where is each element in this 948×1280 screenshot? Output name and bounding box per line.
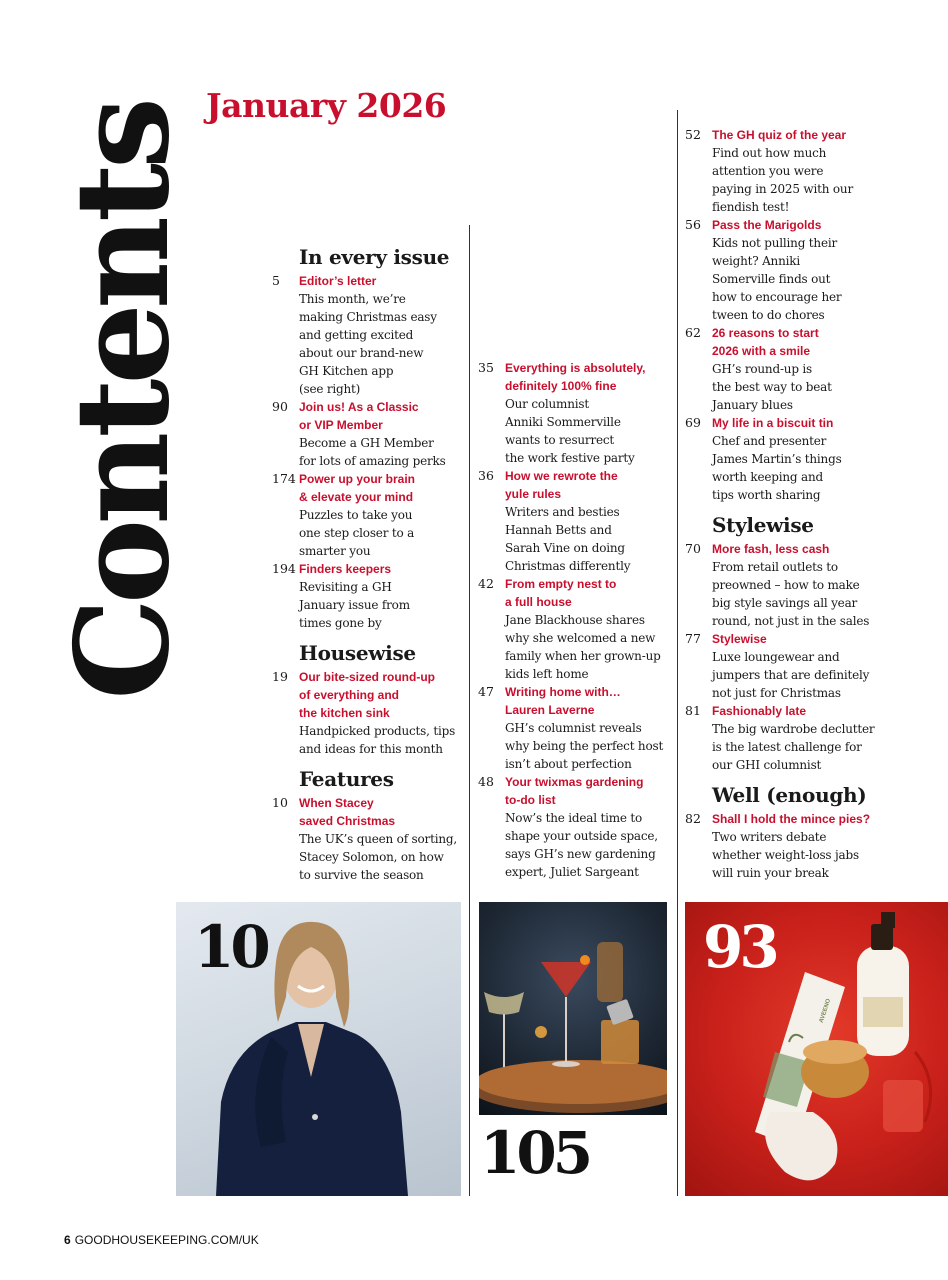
cover-star-photo[interactable] <box>176 902 461 1196</box>
entry-description: Jane Blackhouse shares why she welcomed a new family when her grown-up kids left home <box>505 613 661 681</box>
entry-title[interactable]: Stylewise <box>712 632 767 646</box>
section-heading: Features <box>299 767 394 791</box>
entry-description: Chef and presenter James Martin’s things worth keeping and tips worth sharing <box>712 434 842 502</box>
entry-title[interactable]: Finders keepers <box>299 562 392 576</box>
toc-entry[interactable] <box>272 794 462 884</box>
toc-entry[interactable] <box>478 359 674 467</box>
section-heading: In every issue <box>299 245 450 269</box>
entry-page-number: 77 <box>685 631 701 646</box>
entry-title[interactable]: Fashionably late <box>712 704 807 718</box>
toc-column-1 <box>272 242 462 884</box>
entry-description: Luxe loungewear and jumpers that are definitely not just for Christmas <box>712 650 870 700</box>
footer-site[interactable]: GOODHOUSEKEEPING.COM/UK <box>74 1233 259 1247</box>
entry-page-number: 5 <box>272 273 280 288</box>
issue-date: January 2026 <box>206 86 447 125</box>
entry-title[interactable]: 26 reasons to start 2026 with a smile <box>712 326 819 358</box>
toc-entry[interactable] <box>478 773 674 881</box>
toc-entry[interactable] <box>685 324 885 414</box>
entry-description: Handpicked products, tips and ideas for this month <box>299 724 456 756</box>
entry-page-number: 70 <box>685 541 701 556</box>
product-label: AVEENO <box>818 998 833 1024</box>
entry-description: GH’s columnist reveals why being the perfect host isn’t about perfection <box>505 721 664 771</box>
toc-entry[interactable] <box>685 540 885 630</box>
entry-page-number: 194 <box>272 561 296 576</box>
toc-entry[interactable] <box>478 683 674 773</box>
toc-entry[interactable] <box>685 702 885 774</box>
entry-page-number: 19 <box>272 669 288 684</box>
entry-title[interactable]: From empty nest to a full house <box>505 577 617 609</box>
entry-description: Puzzles to take you one step closer to a smarter you <box>299 508 415 558</box>
toc-column-3 <box>685 126 885 882</box>
entry-page-number: 52 <box>685 127 701 142</box>
entry-description: Two writers debate whether weight-loss jabs will ruin your break <box>712 830 859 880</box>
entry-page-number: 42 <box>478 576 494 591</box>
toc-entry[interactable] <box>478 467 674 575</box>
entry-description: GH’s round-up is the best way to beat January blues <box>712 362 832 412</box>
entry-description: Our columnist Anniki Sommerville wants to resurrect the work festive party <box>505 397 635 465</box>
column-divider <box>677 110 678 1196</box>
entry-title[interactable]: Your twixmas gardening to-do list <box>505 775 644 807</box>
entry-title[interactable]: How we rewrote the yule rules <box>505 469 618 501</box>
toc-entry[interactable] <box>685 414 885 504</box>
toc-entry[interactable] <box>272 668 462 758</box>
entry-title[interactable]: Pass the Marigolds <box>712 218 822 232</box>
toc-entry[interactable] <box>272 272 462 398</box>
entry-description: Writers and besties Hannah Betts and Sarah Vine on doing Christmas differently <box>505 505 631 573</box>
entry-title[interactable]: Writing home with… Lauren Laverne <box>505 685 621 717</box>
section-heading: Well (enough) <box>712 783 867 807</box>
entry-title[interactable]: The GH quiz of the year <box>712 128 847 142</box>
toc-entry[interactable] <box>685 216 885 324</box>
beauty-products-photo[interactable] <box>685 902 948 1196</box>
entry-description: From retail outlets to preowned – how to make big style savings all year round, not just in the sales <box>712 560 870 628</box>
column-divider <box>469 225 470 1196</box>
toc-entry[interactable] <box>272 470 462 560</box>
page-number-callout: 93 <box>703 913 776 981</box>
entry-description: This month, we’re making Christmas easy and getting excited about our brand-new GH Kitchen app (see right) <box>299 292 437 396</box>
toc-entry[interactable] <box>685 126 885 216</box>
contents-heading: Contents <box>48 102 198 700</box>
entry-page-number: 36 <box>478 468 494 483</box>
entry-page-number: 69 <box>685 415 701 430</box>
entry-description: The big wardrobe declutter is the latest challenge for our GHI columnist <box>712 722 875 772</box>
entry-title[interactable]: When Stacey saved Christmas <box>299 796 396 828</box>
entry-page-number: 10 <box>272 795 288 810</box>
cocktails-photo[interactable] <box>479 902 667 1115</box>
toc-entry[interactable] <box>478 575 674 683</box>
entry-page-number: 47 <box>478 684 494 699</box>
toc-entry[interactable] <box>685 630 885 702</box>
entry-title[interactable]: Shall I hold the mince pies? <box>712 812 871 826</box>
entry-page-number: 81 <box>685 703 701 718</box>
footer-page-number: 6 <box>64 1233 71 1247</box>
entry-description: Now’s the ideal time to shape your outside space, says GH’s new gardening expert, Juliet Sargeant <box>505 811 658 879</box>
section-heading: Housewise <box>299 641 416 665</box>
entry-title[interactable]: Our bite-sized round-up of everything and the kitchen sink <box>299 670 435 720</box>
entry-page-number: 62 <box>685 325 701 340</box>
entry-description: Become a GH Member for lots of amazing perks <box>299 436 446 468</box>
entry-description: Find out how much attention you were paying in 2025 with our fiendish test! <box>712 146 853 214</box>
page-footer <box>64 1233 259 1247</box>
page-number-callout: 105 <box>480 1119 590 1187</box>
entry-title[interactable]: Power up your brain & elevate your mind <box>299 472 416 504</box>
entry-title[interactable]: Everything is absolutely, definitely 100% fine <box>505 361 646 393</box>
entry-description: Revisiting a GH January issue from times gone by <box>299 580 410 630</box>
cocktail-illustration <box>479 902 667 1115</box>
entry-title[interactable]: More fash, less cash <box>712 542 830 556</box>
entry-page-number: 35 <box>478 360 494 375</box>
entry-title[interactable]: My life in a biscuit tin <box>712 416 834 430</box>
toc-entry[interactable] <box>272 560 462 632</box>
entry-page-number: 56 <box>685 217 701 232</box>
entry-page-number: 48 <box>478 774 494 789</box>
entry-page-number: 174 <box>272 471 296 486</box>
toc-entry[interactable] <box>272 398 462 470</box>
section-heading: Stylewise <box>712 513 814 537</box>
entry-page-number: 90 <box>272 399 288 414</box>
entry-title[interactable]: Editor’s letter <box>299 274 377 288</box>
page-number-callout: 10 <box>194 913 267 981</box>
entry-page-number: 82 <box>685 811 701 826</box>
entry-title[interactable]: Join us! As a Classic or VIP Member <box>299 400 419 432</box>
entry-description: Kids not pulling their weight? Anniki Somerville finds out how to encourage her tween to do chores <box>712 236 842 322</box>
toc-column-2 <box>478 359 674 881</box>
entry-description: The UK’s queen of sorting, Stacey Solomon, on how to survive the season <box>299 832 457 882</box>
toc-entry[interactable] <box>685 810 885 882</box>
